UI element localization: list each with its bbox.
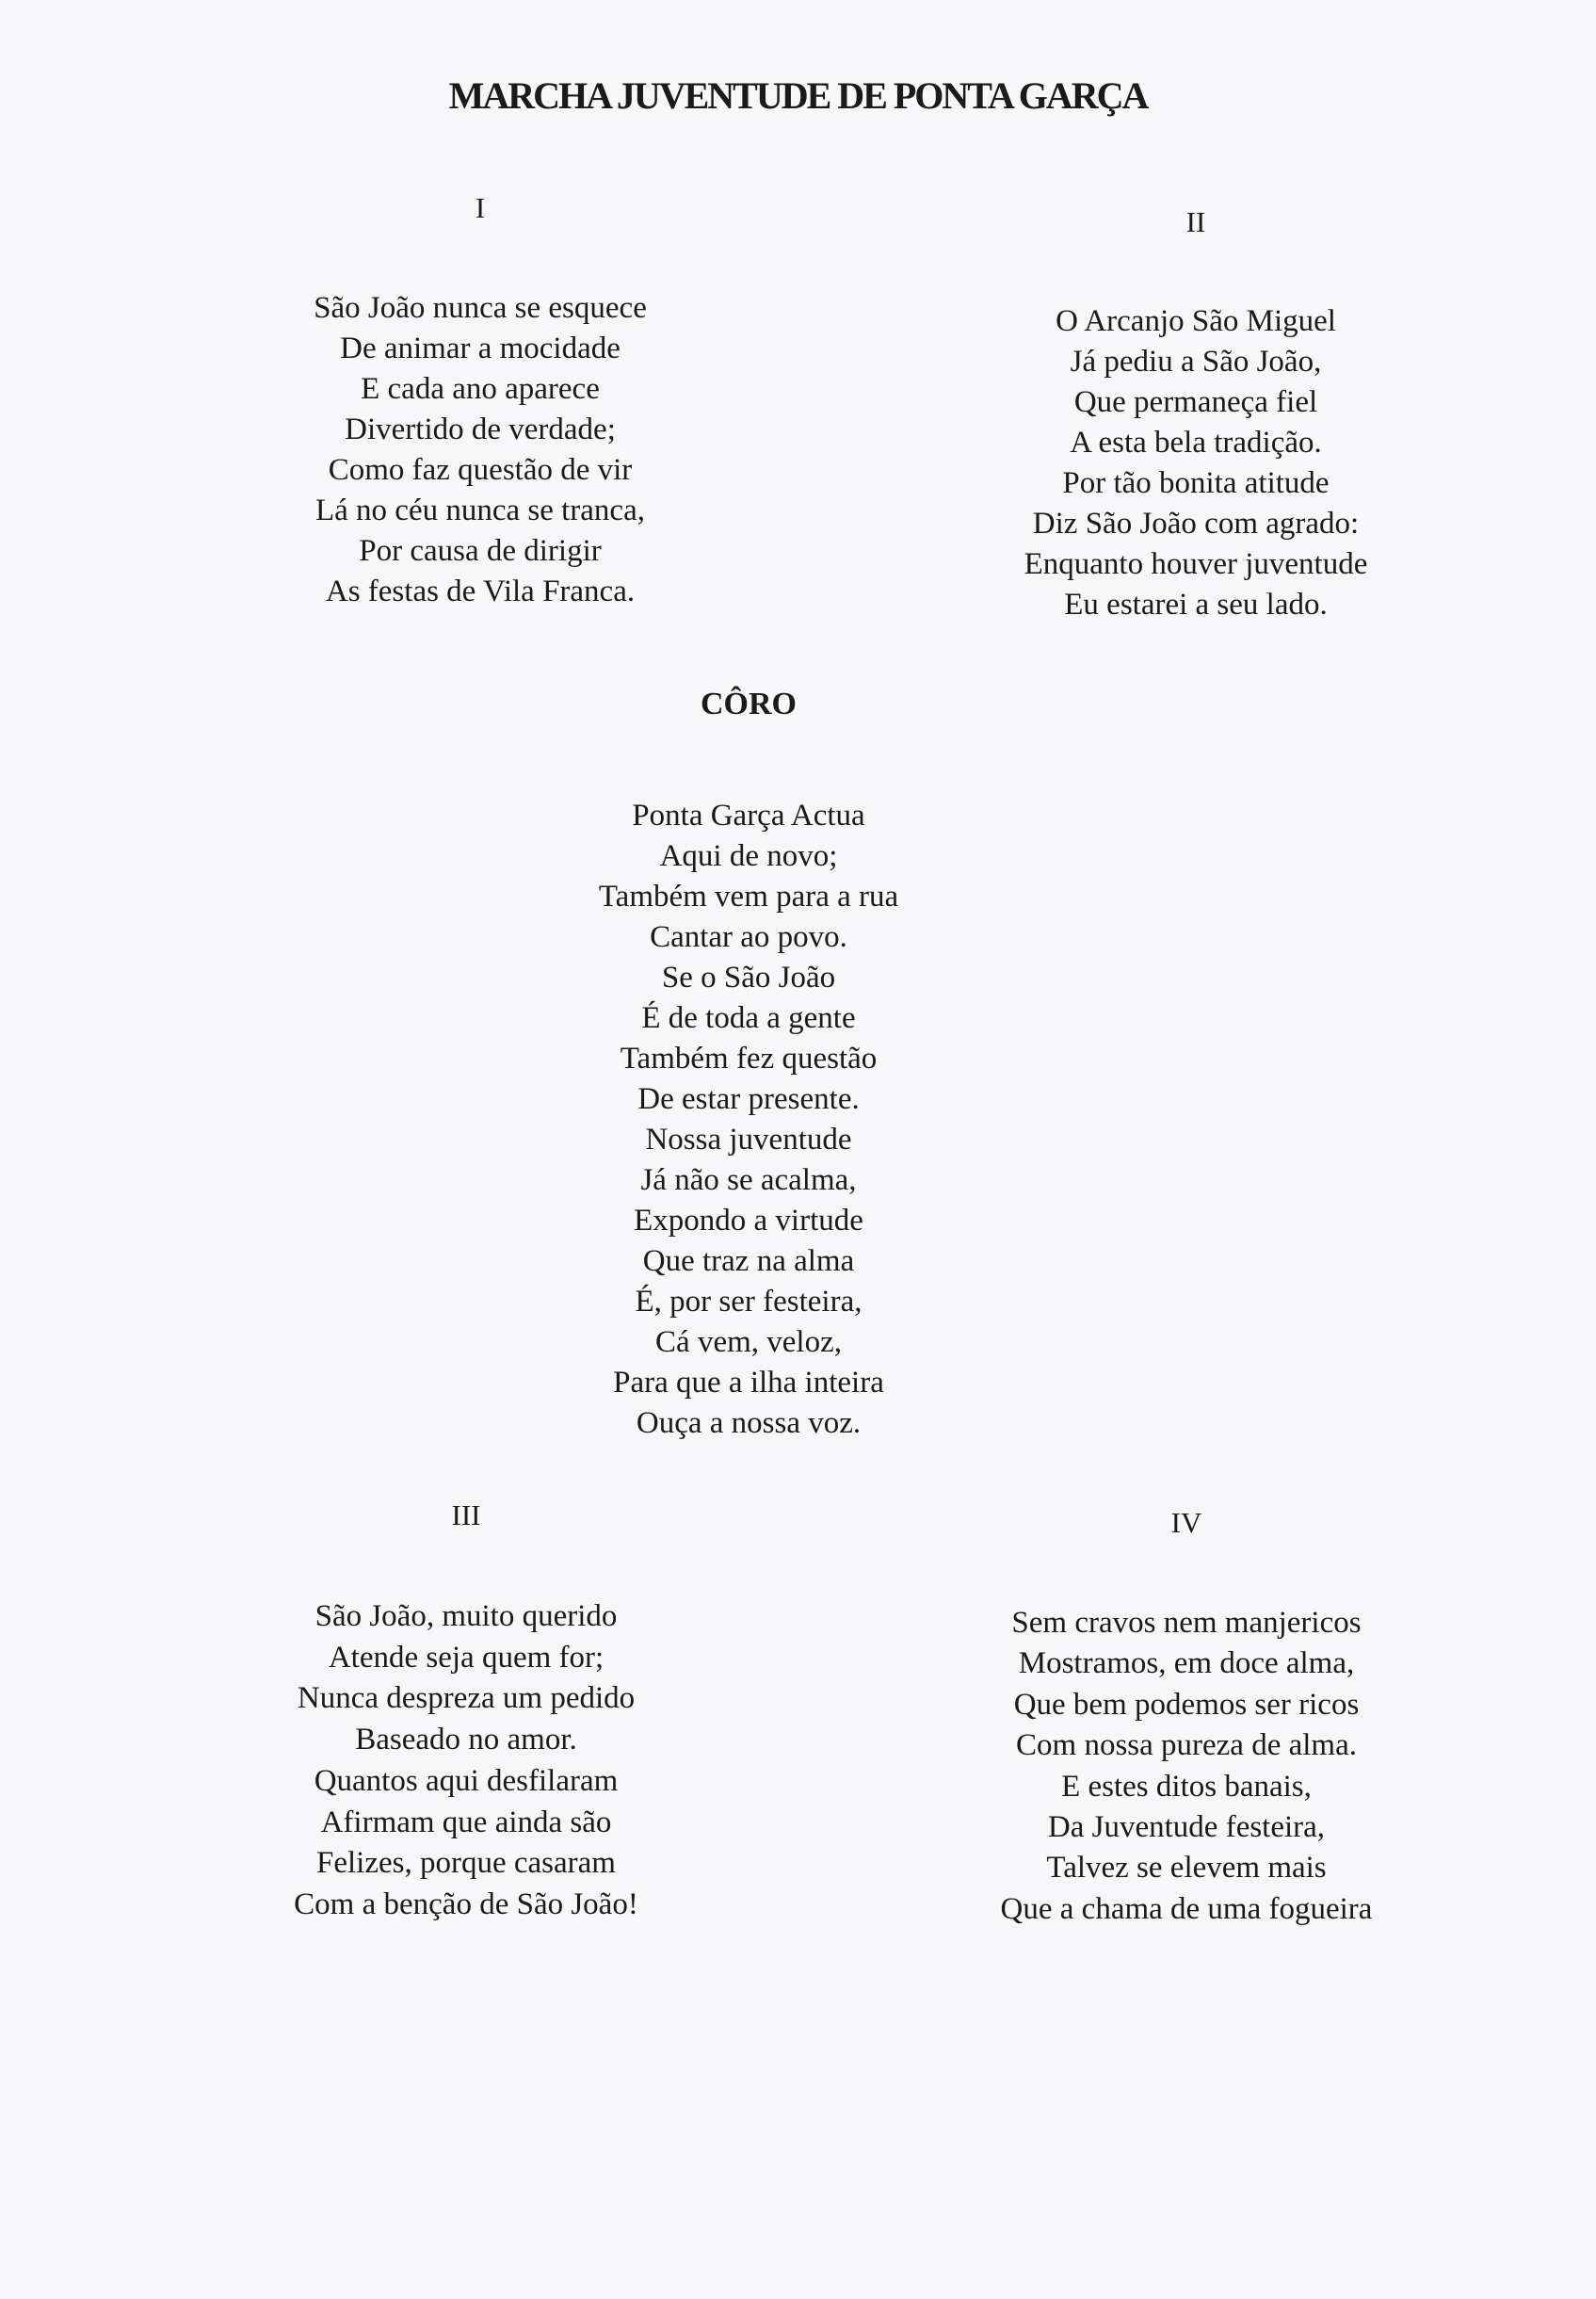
verse-line: Sem cravos nem manjericos — [1011, 1606, 1362, 1640]
verse-line: Lá no céu nunca se tranca, — [315, 494, 645, 527]
verse-lines — [226, 288, 734, 612]
chorus-heading: CÔRO — [701, 687, 797, 721]
verse-line: Por causa de dirigir — [359, 534, 602, 568]
verse-line: Que traz na alma — [642, 1244, 855, 1278]
verse-line: Que a chama de uma fogueira — [1000, 1891, 1373, 1926]
verse-line: Ouça a nossa voz. — [636, 1406, 862, 1440]
verse-number: I — [475, 191, 486, 224]
verse-line: Cantar ao povo. — [650, 920, 847, 954]
verse-4 — [932, 1508, 1441, 1930]
verse-line: E estes ditos banais, — [1061, 1769, 1312, 1804]
verse-line: É, por ser festeira, — [635, 1285, 862, 1319]
verse-line: Divertido de verdade; — [345, 413, 616, 446]
verse-line: Nossa juventude — [645, 1123, 852, 1157]
verse-number: IV — [1170, 1506, 1202, 1539]
verse-line: É de toda a gente — [641, 1001, 856, 1035]
verse-line: Atende seja quem for; — [328, 1640, 605, 1675]
chorus — [494, 689, 1003, 1444]
verse-2 — [942, 207, 1450, 625]
verse-line: Que permaneça fiel — [1073, 385, 1318, 419]
verse-line: Nunca despreza um pedido — [297, 1681, 636, 1716]
verse-line: Como faz questão de vir — [328, 453, 633, 487]
verse-line: Baseado no amor. — [355, 1723, 577, 1757]
verse-lines — [932, 1603, 1441, 1930]
verse-1 — [226, 193, 734, 612]
verse-line: E cada ano aparece — [361, 372, 600, 406]
verse-line: Já não se acalma, — [640, 1163, 857, 1197]
verse-line: Também fez questão — [620, 1042, 878, 1076]
verse-number: III — [451, 1498, 481, 1531]
verse-lines — [942, 301, 1450, 625]
verse-line: Que bem podemos ser ricos — [1013, 1687, 1360, 1722]
verse-line: Cá vem, veloz, — [655, 1325, 842, 1359]
verse-line: Eu estarei a seu lado. — [1064, 588, 1328, 622]
chorus-lines — [494, 796, 1003, 1444]
verse-line: De animar a mocidade — [340, 332, 621, 365]
verse-line: Se o São João — [661, 961, 836, 995]
verse-line: Felizes, porque casaram — [316, 1846, 616, 1881]
verse-line: São João nunca se esquece — [314, 291, 647, 325]
verse-line: Já pediu a São João, — [1070, 345, 1322, 379]
verse-line: As festas de Vila Franca. — [325, 575, 636, 608]
verse-line: Talvez se elevem mais — [1046, 1851, 1327, 1886]
verse-line: Enquanto houver juventude — [1024, 547, 1368, 581]
verse-line: Diz São João com agrado: — [1032, 507, 1360, 541]
verse-line: Também vem para a rua — [598, 880, 899, 914]
verse-line: A esta bela tradição. — [1070, 426, 1322, 460]
page-title: MARCHA JUVENTUDE DE PONTA GARÇA — [448, 74, 1148, 117]
verse-line: São João, muito querido — [314, 1599, 618, 1633]
verse-number: II — [1185, 205, 1206, 238]
verse-3 — [212, 1500, 720, 1926]
verse-line: Mostramos, em doce alma, — [1018, 1646, 1355, 1681]
verse-line: Com nossa pureza de alma. — [1016, 1728, 1357, 1763]
verse-line: Por tão bonita atitude — [1062, 466, 1330, 500]
verse-line: Ponta Garça Actua — [632, 799, 865, 833]
verse-line: Da Juventude festeira, — [1047, 1810, 1326, 1845]
verse-line: De estar presente. — [637, 1082, 860, 1116]
verse-line: Com a benção de São João! — [294, 1886, 638, 1921]
verse-line: Para que a ilha inteira — [613, 1366, 884, 1400]
verse-lines — [212, 1596, 720, 1926]
verse-line: Quantos aqui desfilaram — [314, 1763, 619, 1798]
verse-line: Expondo a virtude — [634, 1204, 863, 1238]
verse-line: Aqui de novo; — [659, 839, 838, 873]
verse-line: O Arcanjo São Miguel — [1056, 304, 1336, 338]
verse-line: Afirmam que ainda são — [320, 1805, 612, 1839]
